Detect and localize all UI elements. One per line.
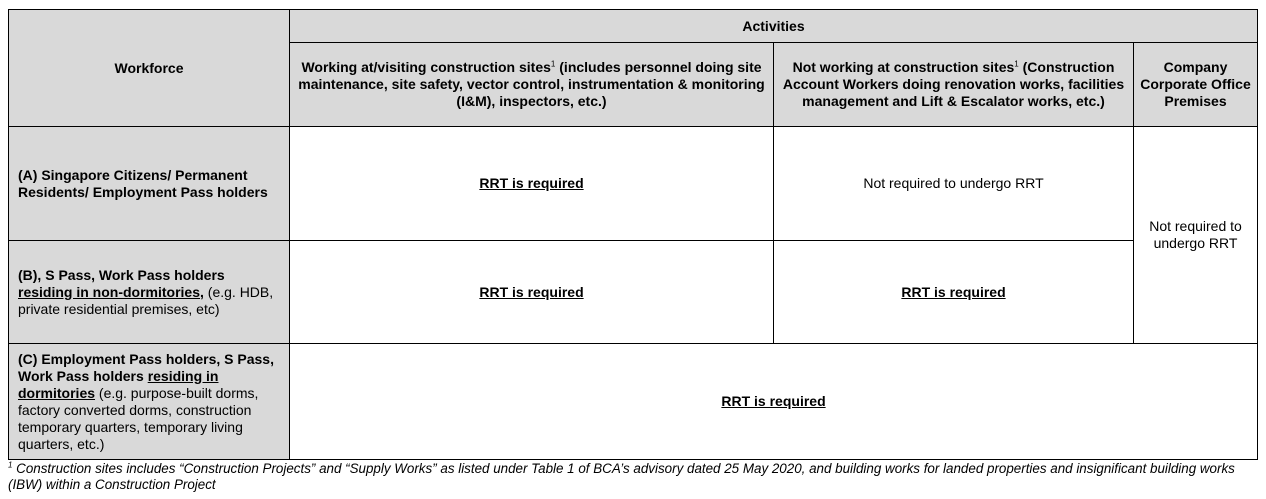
row-c-merged-cell: RRT is required: [290, 344, 1258, 460]
row-label-a: (A) Singapore Citizens/ Permanent Residents/ Employment Pass holders: [9, 127, 290, 241]
row-b-construction-sites: RRT is required: [290, 241, 774, 344]
rrt-requirements-table: [8, 9, 1258, 460]
office-premises-cell: Not required to undergo RRT: [1134, 127, 1258, 344]
row-label-b: (B), S Pass, Work Pass holders residing in non-dormitories, (e.g. HDB, private residential premises, etc): [9, 241, 290, 344]
row-a-construction-sites: RRT is required: [290, 127, 774, 241]
row-b-non-construction-sites: RRT is required: [774, 241, 1134, 344]
row-a-non-construction-sites: Not required to undergo RRT: [774, 127, 1134, 241]
row-label-c: (C) Employment Pass holders, S Pass, Work Pass holders residing in dormitories (e.g. purpose-built dorms, factory converted dorms, construction temporary quarters, temporary living quarters, etc.): [9, 344, 290, 460]
activities-header: Activities: [290, 10, 1258, 43]
column-header-office-premises: Company Corporate Office Premises: [1134, 43, 1258, 127]
column-header-non-construction-sites: Not working at construction sites$^1$ (Construction Account Workers doing renovation works, facilities management and Lift & Escalator works, etc.): [774, 43, 1134, 127]
column-header-construction-sites: Working at/visiting construction sites$^1$ (includes personnel doing site maintenance, site safety, vector control, instrumentation & monitoring (I&M), inspectors, etc.): [290, 43, 774, 127]
footnote: $^1$ Construction sites includes “Construction Projects” and “Supply Works” as listed under Table 1 of BCA’s advisory dated 25 May 2020, and building works for landed properties and insignificant building works (IBW) within a Construction Project: [8, 460, 1235, 492]
workforce-header: Workforce: [9, 10, 290, 127]
